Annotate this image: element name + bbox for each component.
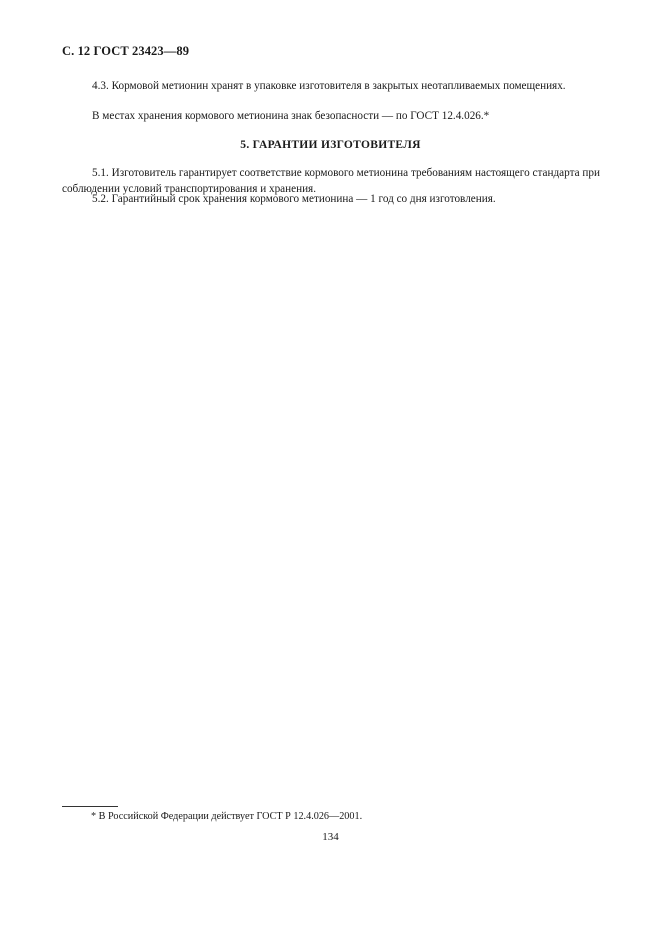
footnote-divider bbox=[62, 806, 118, 807]
page-number: 134 bbox=[322, 831, 339, 843]
clause-5-1-text: 5.1. Изготовитель гарантирует соответствие кормового метионина требованиям настоящего стандарта при соблюдении условий транспортирования и хранения. bbox=[62, 167, 600, 195]
section-5-title: 5. ГАРАНТИИ ИЗГОТОВИТЕЛЯ bbox=[240, 139, 421, 151]
running-header: С. 12 ГОСТ 23423—89 bbox=[62, 44, 190, 58]
clause-4-3-text: 4.3. Кормовой метионин хранят в упаковке изготовителя в закрытых неотапливаемых помещениях. bbox=[92, 80, 566, 92]
safety-sign-text: В местах хранения кормового метионина знак безопасности — по ГОСТ 12.4.026.* bbox=[92, 110, 490, 122]
footnote: * В Российской Федерации действует ГОСТ Р 12.4.026—2001. bbox=[91, 811, 363, 822]
clause-4-3 bbox=[62, 79, 600, 95]
clause-5-2 bbox=[62, 192, 600, 208]
clause-5-2-text: 5.2. Гарантийный срок хранения кормового метионина — 1 год со дня изготовления. bbox=[92, 193, 496, 205]
clause-4-3-safety-sign bbox=[62, 109, 600, 125]
